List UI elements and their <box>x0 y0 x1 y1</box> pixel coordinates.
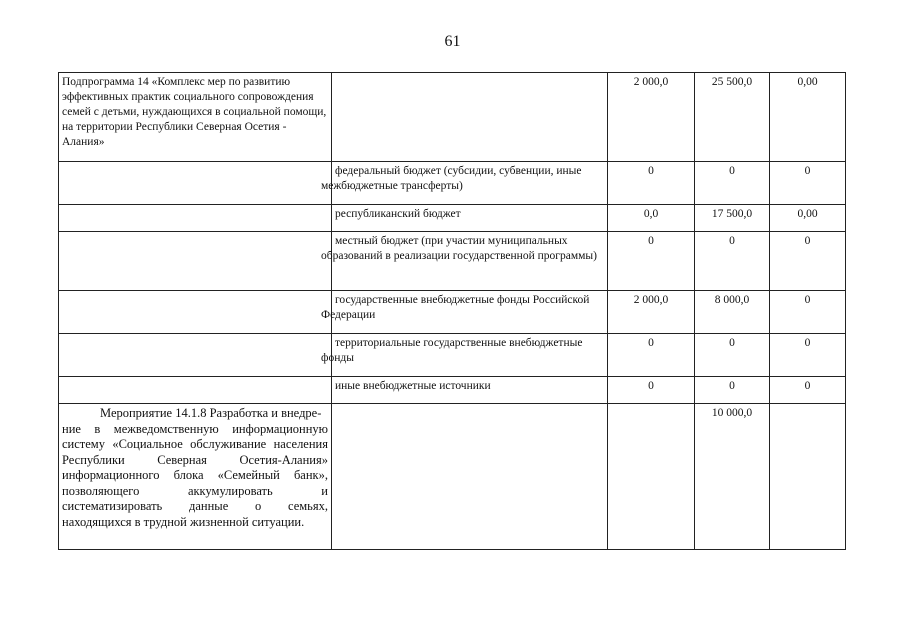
value-cell-3: 0,00 <box>770 73 846 162</box>
source-label: республиканский бюджет <box>335 208 461 220</box>
source-cell <box>332 205 608 232</box>
page-number: 61 <box>444 33 461 50</box>
value-cell-1: 0 <box>608 334 695 377</box>
source-cell <box>332 404 608 550</box>
value-cell-2: 25 500,0 <box>695 73 770 162</box>
measure-description-first-line: Мероприятие 14.1.8 Разработка и внедре- <box>100 406 322 420</box>
subprogram-title: Подпрограмма 14 «Комплекс мер по развитию эффективных практик социального сопровождения семей с детьми, нуждающихся в социальной помощи, на территории Республики Северная Осетия - Алания» <box>59 73 332 162</box>
table-row-extrabudgetary-federal <box>59 291 846 334</box>
value-cell-1: 0 <box>608 232 695 291</box>
value-cell-3: 0 <box>770 291 846 334</box>
empty-cell <box>59 162 332 205</box>
value-cell-1: 2 000,0 <box>608 73 695 162</box>
table-row-republican <box>59 205 846 232</box>
value-cell-3: 0 <box>770 232 846 291</box>
source-label: территориальные государственные внебюджетные фонды <box>321 337 583 364</box>
empty-cell <box>59 291 332 334</box>
empty-cell <box>59 377 332 404</box>
source-cell <box>332 73 608 162</box>
source-label: иные внебюджетные источники <box>335 380 491 392</box>
table-row-other-sources <box>59 377 846 404</box>
value-cell-1: 0 <box>608 162 695 205</box>
value-cell-1: 2 000,0 <box>608 291 695 334</box>
value-cell-3 <box>770 404 846 550</box>
value-cell-2: 0 <box>695 232 770 291</box>
source-cell <box>321 232 608 291</box>
source-cell <box>321 291 608 334</box>
value-cell-1: 0 <box>608 377 695 404</box>
value-cell-3: 0 <box>770 162 846 205</box>
budget-table <box>58 72 846 550</box>
table-row-federal <box>59 162 846 205</box>
value-cell-2: 0 <box>695 162 770 205</box>
value-cell-3: 0,00 <box>770 205 846 232</box>
measure-description <box>59 404 332 550</box>
value-cell-2: 0 <box>695 334 770 377</box>
value-cell-1 <box>608 404 695 550</box>
table-row-subprogram <box>59 73 846 162</box>
source-label: местный бюджет (при участии муниципальных образований в реализации государственной программы) <box>321 235 597 262</box>
value-cell-1: 0,0 <box>608 205 695 232</box>
table-row-measure <box>59 404 846 550</box>
empty-cell <box>59 334 332 377</box>
measure-description-rest: ние в межведомственную информационную систему «Социальное обслуживание населения Республики Северная Осетия-Алания» информационного блока «Семейный банк», позволяющего аккумулировать и систематизировать данные о семьях, находящихся в трудной жизненной ситуации. <box>62 421 328 529</box>
source-label: федеральный бюджет (субсидии, субвенции, иные межбюджетные трансферты) <box>321 165 582 192</box>
value-cell-2: 10 000,0 <box>695 404 770 550</box>
table-row-local <box>59 232 846 291</box>
table-row-territorial-funds <box>59 334 846 377</box>
source-cell <box>321 162 608 205</box>
value-cell-2: 0 <box>695 377 770 404</box>
empty-cell <box>59 232 332 291</box>
value-cell-2: 8 000,0 <box>695 291 770 334</box>
source-cell <box>332 377 608 404</box>
value-cell-3: 0 <box>770 334 846 377</box>
empty-cell <box>59 205 332 232</box>
value-cell-2: 17 500,0 <box>695 205 770 232</box>
source-cell <box>321 334 608 377</box>
value-cell-3: 0 <box>770 377 846 404</box>
source-label: государственные внебюджетные фонды Российской Федерации <box>321 294 590 321</box>
